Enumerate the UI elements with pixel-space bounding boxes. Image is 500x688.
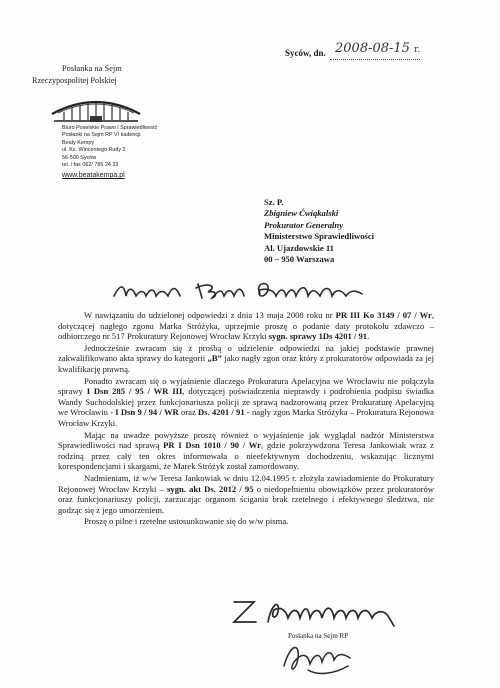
- date-handwritten: 2008-08-15 r.: [335, 41, 421, 56]
- letter-body: [58, 310, 434, 528]
- website-link[interactable]: www.beatakempa.pl: [62, 172, 125, 180]
- signature-scribble: [278, 636, 358, 680]
- paragraph-4: Mając na uwadze powyższe proszę również o wyjaśnienie jak wyglądał nadzór Ministerstwa Sprawiedliwości nad sprawą PR I Dsn 1010 / 90 / Wr, gdzie pokrzywdzona Teresa Jankowiak wraz z rodziną przez cały ten okres informowała o nieefektywnym dochodzeniu, wskazując licznymi korespondencjami i skargami, że Marek Stróżyk został zamordowany.: [58, 429, 434, 472]
- header-line-1: Posłanka na Sejm: [62, 64, 122, 73]
- office-line: ul. Ks. Wincentego Rudy 2: [62, 147, 126, 154]
- header-line-2: Rzeczypospolitej Polskiej: [32, 76, 117, 85]
- office-line: Beaty Kempy: [62, 139, 95, 146]
- office-line: Posłanki na Sejm RP VI kadencji: [62, 132, 141, 139]
- office-info: [62, 125, 157, 180]
- sejm-emblem-icon: [50, 86, 142, 124]
- paragraph-6: Proszę o pilne i rzetelne ustosunkowanie się do w/w pisma.: [84, 516, 289, 527]
- office-line: 56-500 Syców: [62, 154, 97, 161]
- signature-label: Posłanka na Sejm RP: [288, 632, 349, 640]
- handwritten-salutation: [110, 276, 370, 306]
- addressee-greeting: Sz. P.: [264, 197, 284, 207]
- date-place: Syców, dn.: [285, 48, 326, 58]
- addressee-title: Prokurator Generalny: [264, 219, 344, 230]
- paragraph-3: Ponadto zwracam się o wyjaśnienie dlaczego Prokuratura Apelacyjna we Wrocławiu nie połączyła sprawy I Dsn 285 / 95 / WR III, dotyczącej poświadczenia nieprawdy i podrobienia podpisu świadka Wandy Suchodolskiej przez funkcjonariusza policji ze sprawą nadzorowaną przez Prokuraturę Apelacyjną we Wrocławiu - I Dsn 9 / 94 / WR oraz Ds. 4201 / 91 - nagły zgon Marka Stróżyka – Prokuratura Rejonowa Wrocław Krzyki.: [58, 375, 434, 428]
- paragraph-1: W nawiązaniu do udzielonej odpowiedzi z dnia 13 maja 2008 roku nr PR III Ko 3149 / 07 / Wr, dotyczącej nagłego zgonu Marka Stróżyka, uprzejmie proszę o podanie daty protokołu zdawczo – odbiorczego nr 517 Prokuratury Rejonowej Wrocław Krzyki sygn. sprawy 1Ds 4201 / 91.: [58, 310, 434, 342]
- addressee-street: Al. Ujazdowskie 11: [264, 242, 334, 253]
- date-underline: [330, 59, 420, 60]
- addressee-ministry: Ministerstwo Sprawiedliwości: [264, 231, 375, 242]
- paragraph-2: Jednocześnie zwracam się z prośbą o udzielenie odpowiedzi na jakiej podstawie prawnej zakwalifikowano akta sprawy do kategorii „B” jako nagły zgon oraz który z prokuratorów odpowiada za jej kwalifikację prawną.: [58, 342, 434, 374]
- addressee-city: 00 – 950 Warszawa: [264, 254, 335, 265]
- office-line: Biuro Poselskie Prawo i Sprawiedliwość: [62, 125, 158, 131]
- addressee-name: Zbigniew Ćwiąkalski: [264, 208, 339, 219]
- handwritten-closing: [228, 592, 408, 632]
- paragraph-5: Nadmieniam, iż w/w Teresa Jankowiak w dniu 12.04.1995 r. złożyła zawiadomienie do Prokuratury Rejonowej Wrocław Krzyki – sygn. akt Ds. 2012 / 95 o niedopełnieniu obowiązków przez prokuratorów oraz funkcjonariuszy policji, zarzucając organom ścigania brak rzetelnego i efektywnego śledztwa, nie godząc się z jego umorzeniem.: [58, 472, 434, 515]
- addressee-block: [264, 197, 374, 265]
- office-line: tel. / fax 062/ 785 24 33: [62, 162, 119, 169]
